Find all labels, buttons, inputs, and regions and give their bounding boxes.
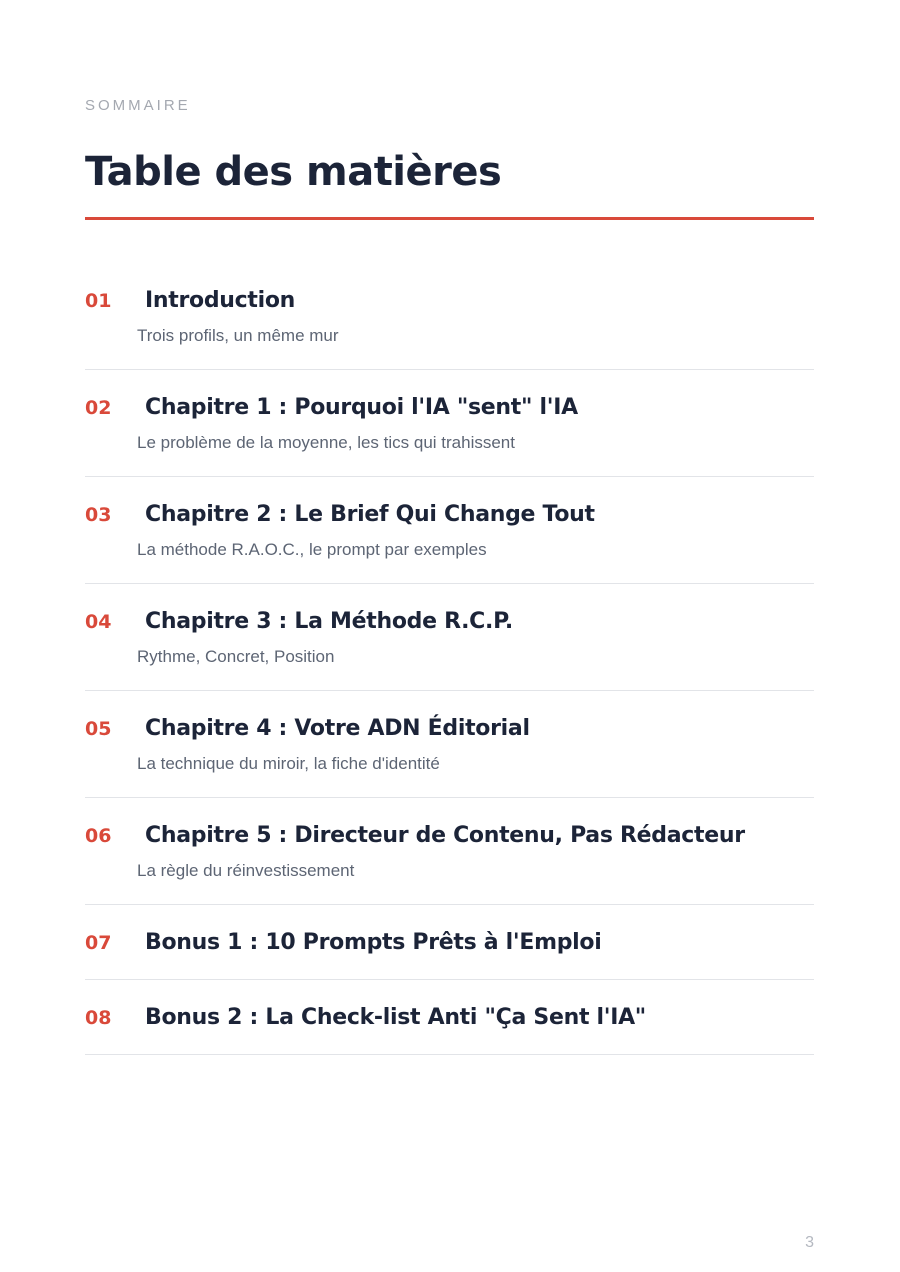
entry-number: 01 xyxy=(85,290,112,312)
entry-title[interactable]: Bonus 2 : La Check-list Anti "Ça Sent l'IA" xyxy=(145,1005,646,1030)
table-of-contents xyxy=(85,263,814,1055)
toc-entry[interactable] xyxy=(85,691,814,798)
toc-entry[interactable] xyxy=(85,477,814,584)
entry-title[interactable]: Chapitre 5 : Directeur de Contenu, Pas Rédacteur xyxy=(145,823,745,848)
entry-number: 08 xyxy=(85,1007,112,1029)
entry-number: 07 xyxy=(85,932,112,954)
toc-entry[interactable] xyxy=(85,798,814,905)
entry-title[interactable]: Introduction xyxy=(145,288,296,313)
entry-subtitle: La méthode R.A.O.C., le prompt par exemples xyxy=(137,540,487,559)
entry-number: 05 xyxy=(85,718,112,740)
entry-subtitle: Rythme, Concret, Position xyxy=(137,647,335,666)
page-number: 3 xyxy=(805,1234,814,1251)
entry-title[interactable]: Chapitre 3 : La Méthode R.C.P. xyxy=(145,609,513,634)
entry-subtitle: La technique du miroir, la fiche d'identité xyxy=(137,754,440,773)
toc-entry[interactable] xyxy=(85,980,814,1055)
entry-number: 03 xyxy=(85,504,112,526)
section-eyebrow: SOMMAIRE xyxy=(85,97,191,114)
toc-entry[interactable] xyxy=(85,584,814,691)
entry-title[interactable]: Chapitre 2 : Le Brief Qui Change Tout xyxy=(145,502,595,527)
page-title: Table des matières xyxy=(85,149,502,195)
entry-number: 06 xyxy=(85,825,112,847)
title-underline xyxy=(85,217,814,220)
entry-subtitle: Trois profils, un même mur xyxy=(137,326,339,345)
entry-subtitle: Le problème de la moyenne, les tics qui trahissent xyxy=(137,433,515,452)
entry-number: 04 xyxy=(85,611,112,633)
entry-title[interactable]: Chapitre 1 : Pourquoi l'IA "sent" l'IA xyxy=(145,395,578,420)
toc-entry[interactable] xyxy=(85,263,814,370)
toc-entry[interactable] xyxy=(85,370,814,477)
toc-entry[interactable] xyxy=(85,905,814,980)
entry-title[interactable]: Chapitre 4 : Votre ADN Éditorial xyxy=(145,716,530,741)
entry-title[interactable]: Bonus 1 : 10 Prompts Prêts à l'Emploi xyxy=(145,930,602,955)
entry-subtitle: La règle du réinvestissement xyxy=(137,861,355,880)
entry-number: 02 xyxy=(85,397,112,419)
